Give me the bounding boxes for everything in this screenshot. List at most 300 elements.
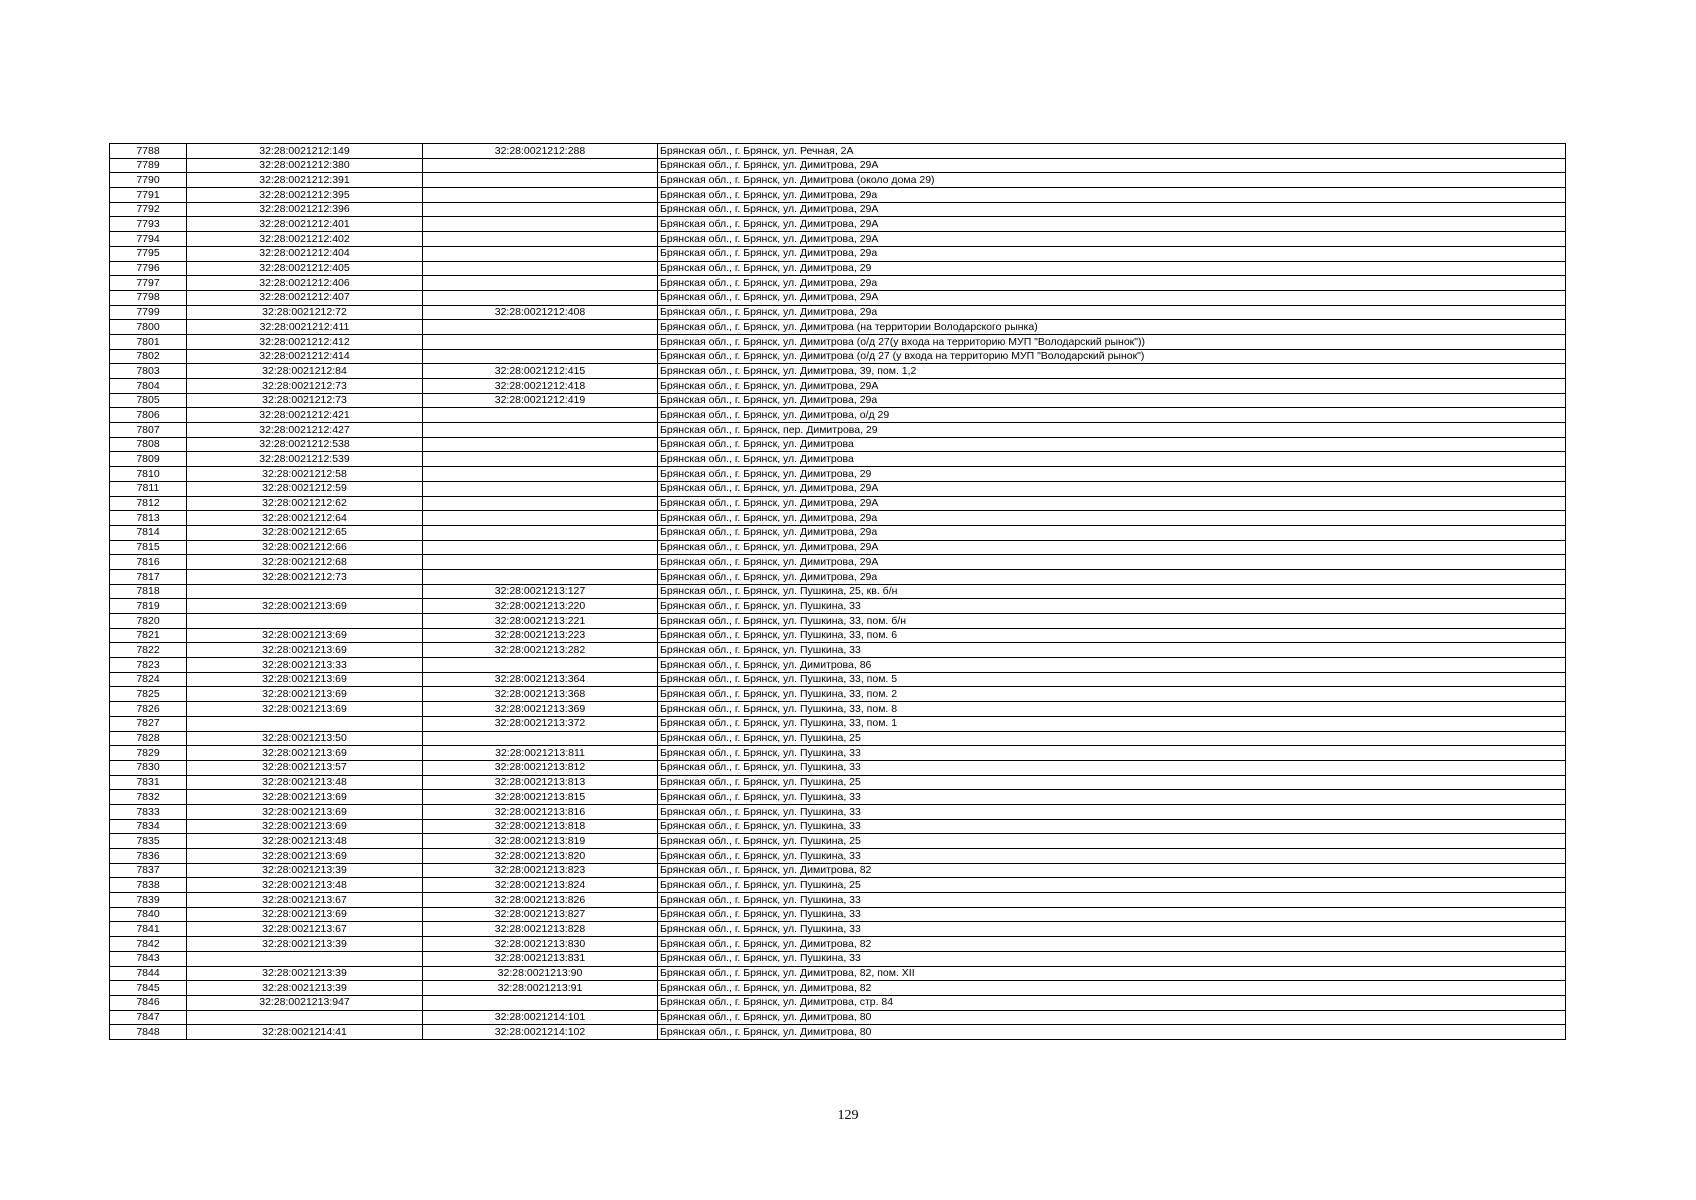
table-row [110,496,1566,511]
table-row [110,790,1566,805]
row-number-cell: 7804 [110,379,187,394]
row-number-cell: 7825 [110,687,187,702]
object-cadastral-number-cell [423,261,658,276]
table-row [110,893,1566,908]
land-cadastral-number-cell: 32:28:0021212:404 [187,246,423,261]
object-cadastral-number-cell: 32:28:0021213:282 [423,643,658,658]
table-row [110,408,1566,423]
row-number-cell: 7839 [110,893,187,908]
table-row [110,951,1566,966]
object-cadastral-number-cell [423,202,658,217]
land-cadastral-number-cell: 32:28:0021213:48 [187,834,423,849]
object-cadastral-number-cell: 32:28:0021213:221 [423,614,658,629]
table-row [110,569,1566,584]
table-row [110,834,1566,849]
address-cell: Брянская обл., г. Брянск, ул. Димитрова, 80 [658,1025,1566,1040]
address-cell: Брянская обл., г. Брянск, ул. Димитрова, 29а [658,188,1566,203]
table-row [110,276,1566,291]
table-row [110,246,1566,261]
row-number-cell: 7809 [110,452,187,467]
land-cadastral-number-cell: 32:28:0021213:69 [187,746,423,761]
land-cadastral-number-cell: 32:28:0021213:67 [187,893,423,908]
address-cell: Брянская обл., г. Брянск, ул. Димитрова, 82 [658,937,1566,952]
row-number-cell: 7834 [110,819,187,834]
table-row [110,760,1566,775]
address-cell: Брянская обл., г. Брянск, ул. Пушкина, 33 [658,907,1566,922]
table-row [110,481,1566,496]
table-row [110,907,1566,922]
object-cadastral-number-cell [423,408,658,423]
object-cadastral-number-cell: 32:28:0021213:826 [423,893,658,908]
address-cell: Брянская обл., г. Брянск, ул. Димитрова, 29А [658,158,1566,173]
object-cadastral-number-cell [423,290,658,305]
land-cadastral-number-cell: 32:28:0021212:65 [187,525,423,540]
table-row [110,305,1566,320]
address-cell: Брянская обл., г. Брянск, ул. Пушкина, 33 [658,804,1566,819]
object-cadastral-number-cell: 32:28:0021212:288 [423,144,658,159]
address-cell: Брянская обл., г. Брянск, ул. Димитрова, 29А [658,202,1566,217]
address-cell: Брянская обл., г. Брянск, ул. Димитрова, 29а [658,276,1566,291]
table-row [110,584,1566,599]
object-cadastral-number-cell: 32:28:0021212:408 [423,305,658,320]
object-cadastral-number-cell: 32:28:0021212:418 [423,379,658,394]
land-cadastral-number-cell: 32:28:0021214:41 [187,1025,423,1040]
table-row [110,966,1566,981]
address-cell: Брянская обл., г. Брянск, ул. Димитрова, 29а [658,246,1566,261]
table-row [110,364,1566,379]
row-number-cell: 7818 [110,584,187,599]
object-cadastral-number-cell: 32:28:0021213:91 [423,981,658,996]
address-cell: Брянская обл., г. Брянск, ул. Пушкина, 33 [658,746,1566,761]
land-cadastral-number-cell: 32:28:0021212:539 [187,452,423,467]
row-number-cell: 7788 [110,144,187,159]
table-row [110,863,1566,878]
table-row [110,334,1566,349]
land-cadastral-number-cell: 32:28:0021212:405 [187,261,423,276]
object-cadastral-number-cell [423,496,658,511]
row-number-cell: 7824 [110,672,187,687]
land-cadastral-number-cell: 32:28:0021213:48 [187,775,423,790]
land-cadastral-number-cell: 32:28:0021213:33 [187,658,423,673]
row-number-cell: 7815 [110,540,187,555]
table-row [110,217,1566,232]
row-number-cell: 7832 [110,790,187,805]
address-cell: Брянская обл., г. Брянск, ул. Димитрова, 29А [658,555,1566,570]
table-row [110,599,1566,614]
object-cadastral-number-cell: 32:28:0021213:813 [423,775,658,790]
object-cadastral-number-cell [423,232,658,247]
object-cadastral-number-cell [423,349,658,364]
object-cadastral-number-cell [423,437,658,452]
address-cell: Брянская обл., г. Брянск, ул. Пушкина, 33, пом. 8 [658,702,1566,717]
land-cadastral-number-cell: 32:28:0021213:50 [187,731,423,746]
table-row [110,1025,1566,1040]
land-cadastral-number-cell: 32:28:0021212:538 [187,437,423,452]
row-number-cell: 7831 [110,775,187,790]
table-row [110,452,1566,467]
table-row [110,937,1566,952]
land-cadastral-number-cell: 32:28:0021212:427 [187,423,423,438]
address-cell: Брянская обл., г. Брянск, ул. Димитрова, 39, пом. 1,2 [658,364,1566,379]
object-cadastral-number-cell [423,188,658,203]
land-cadastral-number-cell: 32:28:0021212:58 [187,467,423,482]
address-cell: Брянская обл., г. Брянск, ул. Димитрова [658,452,1566,467]
land-cadastral-number-cell: 32:28:0021213:69 [187,849,423,864]
row-number-cell: 7791 [110,188,187,203]
row-number-cell: 7797 [110,276,187,291]
object-cadastral-number-cell [423,467,658,482]
row-number-cell: 7822 [110,643,187,658]
row-number-cell: 7793 [110,217,187,232]
object-cadastral-number-cell: 32:28:0021214:101 [423,1010,658,1025]
row-number-cell: 7848 [110,1025,187,1040]
land-cadastral-number-cell: 32:28:0021212:62 [187,496,423,511]
row-number-cell: 7810 [110,467,187,482]
row-number-cell: 7803 [110,364,187,379]
object-cadastral-number-cell: 32:28:0021213:828 [423,922,658,937]
address-cell: Брянская обл., г. Брянск, ул. Пушкина, 33 [658,643,1566,658]
land-cadastral-number-cell: 32:28:0021213:57 [187,760,423,775]
row-number-cell: 7819 [110,599,187,614]
address-cell: Брянская обл., г. Брянск, ул. Димитрова, стр. 84 [658,995,1566,1010]
address-cell: Брянская обл., г. Брянск, ул. Димитрова, 29А [658,496,1566,511]
row-number-cell: 7820 [110,614,187,629]
table-row [110,819,1566,834]
row-number-cell: 7801 [110,334,187,349]
object-cadastral-number-cell: 32:28:0021213:812 [423,760,658,775]
table-row [110,173,1566,188]
table-row [110,232,1566,247]
object-cadastral-number-cell [423,452,658,467]
object-cadastral-number-cell [423,525,658,540]
land-cadastral-number-cell: 32:28:0021212:73 [187,393,423,408]
address-cell: Брянская обл., г. Брянск, ул. Пушкина, 33, пом. 1 [658,716,1566,731]
table-row [110,188,1566,203]
land-cadastral-number-cell [187,951,423,966]
land-cadastral-number-cell: 32:28:0021213:39 [187,937,423,952]
table-row [110,746,1566,761]
table-row [110,922,1566,937]
land-cadastral-number-cell: 32:28:0021212:421 [187,408,423,423]
object-cadastral-number-cell: 32:28:0021212:415 [423,364,658,379]
address-cell: Брянская обл., г. Брянск, ул. Димитрова, 29а [658,393,1566,408]
address-cell: Брянская обл., г. Брянск, ул. Димитрова (о/д 27(у входа на территорию МУП "Володарский рынок")) [658,334,1566,349]
table-row [110,702,1566,717]
table-row [110,349,1566,364]
object-cadastral-number-cell: 32:28:0021213:830 [423,937,658,952]
land-cadastral-number-cell: 32:28:0021212:412 [187,334,423,349]
object-cadastral-number-cell: 32:28:0021213:364 [423,672,658,687]
row-number-cell: 7828 [110,731,187,746]
row-number-cell: 7826 [110,702,187,717]
land-cadastral-number-cell: 32:28:0021212:401 [187,217,423,232]
address-cell: Брянская обл., г. Брянск, ул. Димитрова, 86 [658,658,1566,673]
address-cell: Брянская обл., г. Брянск, ул. Димитрова (о/д 27 (у входа на территорию МУП "Володарский рынок") [658,349,1566,364]
row-number-cell: 7792 [110,202,187,217]
table-row [110,144,1566,159]
object-cadastral-number-cell [423,423,658,438]
object-cadastral-number-cell: 32:28:0021213:369 [423,702,658,717]
object-cadastral-number-cell [423,320,658,335]
address-cell: Брянская обл., г. Брянск, ул. Пушкина, 25 [658,731,1566,746]
object-cadastral-number-cell [423,540,658,555]
land-cadastral-number-cell: 32:28:0021212:73 [187,379,423,394]
address-cell: Брянская обл., г. Брянск, ул. Пушкина, 33 [658,922,1566,937]
table-row [110,437,1566,452]
land-cadastral-number-cell: 32:28:0021212:64 [187,511,423,526]
object-cadastral-number-cell [423,334,658,349]
row-number-cell: 7814 [110,525,187,540]
address-cell: Брянская обл., г. Брянск, ул. Димитрова, 29а [658,525,1566,540]
object-cadastral-number-cell: 32:28:0021213:372 [423,716,658,731]
table-row [110,320,1566,335]
row-number-cell: 7795 [110,246,187,261]
table-row [110,643,1566,658]
land-cadastral-number-cell: 32:28:0021212:414 [187,349,423,364]
land-cadastral-number-cell [187,1010,423,1025]
row-number-cell: 7838 [110,878,187,893]
row-number-cell: 7823 [110,658,187,673]
row-number-cell: 7813 [110,511,187,526]
table-row [110,687,1566,702]
land-cadastral-number-cell: 32:28:0021212:407 [187,290,423,305]
object-cadastral-number-cell [423,173,658,188]
object-cadastral-number-cell: 32:28:0021213:90 [423,966,658,981]
page-number: 129 [837,1108,859,1123]
object-cadastral-number-cell: 32:28:0021213:127 [423,584,658,599]
address-cell: Брянская обл., г. Брянск, ул. Пушкина, 33 [658,849,1566,864]
land-cadastral-number-cell: 32:28:0021212:68 [187,555,423,570]
land-cadastral-number-cell: 32:28:0021212:406 [187,276,423,291]
land-cadastral-number-cell: 32:28:0021212:396 [187,202,423,217]
table-row [110,628,1566,643]
row-number-cell: 7816 [110,555,187,570]
address-cell: Брянская обл., г. Брянск, ул. Пушкина, 33 [658,819,1566,834]
land-cadastral-number-cell: 32:28:0021213:39 [187,966,423,981]
object-cadastral-number-cell: 32:28:0021213:815 [423,790,658,805]
row-number-cell: 7802 [110,349,187,364]
land-cadastral-number-cell: 32:28:0021213:947 [187,995,423,1010]
registry-table-body [110,144,1566,1040]
object-cadastral-number-cell: 32:28:0021214:102 [423,1025,658,1040]
table-row [110,878,1566,893]
row-number-cell: 7835 [110,834,187,849]
address-cell: Брянская обл., г. Брянск, ул. Пушкина, 33 [658,599,1566,614]
row-number-cell: 7805 [110,393,187,408]
table-row [110,511,1566,526]
row-number-cell: 7789 [110,158,187,173]
table-row [110,672,1566,687]
address-cell: Брянская обл., г. Брянск, ул. Пушкина, 33 [658,760,1566,775]
table-row [110,849,1566,864]
object-cadastral-number-cell [423,731,658,746]
row-number-cell: 7843 [110,951,187,966]
land-cadastral-number-cell: 32:28:0021213:69 [187,702,423,717]
row-number-cell: 7829 [110,746,187,761]
row-number-cell: 7796 [110,261,187,276]
row-number-cell: 7794 [110,232,187,247]
row-number-cell: 7807 [110,423,187,438]
row-number-cell: 7847 [110,1010,187,1025]
address-cell: Брянская обл., г. Брянск, ул. Пушкина, 33, пом. 6 [658,628,1566,643]
table-row [110,716,1566,731]
table-row [110,423,1566,438]
object-cadastral-number-cell: 32:28:0021213:811 [423,746,658,761]
row-number-cell: 7827 [110,716,187,731]
object-cadastral-number-cell: 32:28:0021213:223 [423,628,658,643]
table-row [110,379,1566,394]
row-number-cell: 7817 [110,569,187,584]
land-cadastral-number-cell [187,716,423,731]
land-cadastral-number-cell [187,614,423,629]
row-number-cell: 7821 [110,628,187,643]
address-cell: Брянская обл., г. Брянск, ул. Димитрова, 29А [658,232,1566,247]
table-row [110,158,1566,173]
address-cell: Брянская обл., г. Брянск, ул. Димитрова, 29А [658,217,1566,232]
table-row [110,658,1566,673]
land-cadastral-number-cell: 32:28:0021213:69 [187,643,423,658]
object-cadastral-number-cell: 32:28:0021213:816 [423,804,658,819]
address-cell: Брянская обл., г. Брянск, ул. Димитрова, 29 [658,467,1566,482]
table-row [110,555,1566,570]
object-cadastral-number-cell: 32:28:0021213:827 [423,907,658,922]
object-cadastral-number-cell: 32:28:0021213:823 [423,863,658,878]
address-cell: Брянская обл., г. Брянск, ул. Пушкина, 33, пом. б/н [658,614,1566,629]
row-number-cell: 7844 [110,966,187,981]
table-row [110,540,1566,555]
address-cell: Брянская обл., г. Брянск, ул. Димитрова, 29 [658,261,1566,276]
table-row [110,202,1566,217]
address-cell: Брянская обл., г. Брянск, ул. Димитрова, 29А [658,481,1566,496]
row-number-cell: 7846 [110,995,187,1010]
object-cadastral-number-cell [423,246,658,261]
row-number-cell: 7836 [110,849,187,864]
row-number-cell: 7808 [110,437,187,452]
address-cell: Брянская обл., г. Брянск, ул. Пушкина, 33 [658,951,1566,966]
address-cell: Брянская обл., г. Брянск, ул. Димитрова, 82, пом. XII [658,966,1566,981]
row-number-cell: 7812 [110,496,187,511]
row-number-cell: 7790 [110,173,187,188]
table-row [110,804,1566,819]
address-cell: Брянская обл., г. Брянск, ул. Димитрова, 29А [658,540,1566,555]
table-row [110,981,1566,996]
row-number-cell: 7800 [110,320,187,335]
land-cadastral-number-cell: 32:28:0021212:391 [187,173,423,188]
address-cell: Брянская обл., г. Брянск, ул. Пушкина, 25 [658,775,1566,790]
registry-table [109,143,1566,1040]
object-cadastral-number-cell: 32:28:0021213:819 [423,834,658,849]
table-row [110,995,1566,1010]
land-cadastral-number-cell: 32:28:0021213:69 [187,790,423,805]
object-cadastral-number-cell: 32:28:0021213:831 [423,951,658,966]
address-cell: Брянская обл., г. Брянск, ул. Речная, 2А [658,144,1566,159]
object-cadastral-number-cell: 32:28:0021213:820 [423,849,658,864]
table-row [110,525,1566,540]
object-cadastral-number-cell: 32:28:0021213:824 [423,878,658,893]
land-cadastral-number-cell: 32:28:0021212:402 [187,232,423,247]
address-cell: Брянская обл., г. Брянск, ул. Димитрова, о/д 29 [658,408,1566,423]
address-cell: Брянская обл., г. Брянск, ул. Пушкина, 25 [658,834,1566,849]
land-cadastral-number-cell: 32:28:0021213:69 [187,804,423,819]
object-cadastral-number-cell: 32:28:0021213:818 [423,819,658,834]
row-number-cell: 7798 [110,290,187,305]
object-cadastral-number-cell [423,658,658,673]
table-row [110,614,1566,629]
land-cadastral-number-cell: 32:28:0021212:72 [187,305,423,320]
address-cell: Брянская обл., г. Брянск, ул. Димитрова [658,437,1566,452]
table-row [110,261,1566,276]
row-number-cell: 7806 [110,408,187,423]
address-cell: Брянская обл., г. Брянск, ул. Димитрова, 29А [658,290,1566,305]
address-cell: Брянская обл., г. Брянск, ул. Димитрова, 80 [658,1010,1566,1025]
row-number-cell: 7841 [110,922,187,937]
row-number-cell: 7840 [110,907,187,922]
land-cadastral-number-cell: 32:28:0021212:395 [187,188,423,203]
object-cadastral-number-cell: 32:28:0021212:419 [423,393,658,408]
land-cadastral-number-cell: 32:28:0021212:59 [187,481,423,496]
land-cadastral-number-cell: 32:28:0021212:380 [187,158,423,173]
table-row [110,1010,1566,1025]
object-cadastral-number-cell [423,995,658,1010]
address-cell: Брянская обл., г. Брянск, ул. Димитрова (на территории Володарского рынка) [658,320,1566,335]
land-cadastral-number-cell [187,584,423,599]
table-row [110,467,1566,482]
land-cadastral-number-cell: 32:28:0021213:69 [187,907,423,922]
address-cell: Брянская обл., г. Брянск, ул. Пушкина, 25, кв. б/н [658,584,1566,599]
table-row [110,393,1566,408]
address-cell: Брянская обл., г. Брянск, ул. Пушкина, 25 [658,878,1566,893]
table-row [110,775,1566,790]
row-number-cell: 7842 [110,937,187,952]
row-number-cell: 7830 [110,760,187,775]
land-cadastral-number-cell: 32:28:0021213:69 [187,819,423,834]
row-number-cell: 7811 [110,481,187,496]
land-cadastral-number-cell: 32:28:0021212:66 [187,540,423,555]
row-number-cell: 7833 [110,804,187,819]
land-cadastral-number-cell: 32:28:0021213:39 [187,981,423,996]
address-cell: Брянская обл., г. Брянск, ул. Димитрова, 82 [658,981,1566,996]
address-cell: Брянская обл., г. Брянск, ул. Пушкина, 33 [658,790,1566,805]
object-cadastral-number-cell [423,276,658,291]
land-cadastral-number-cell: 32:28:0021213:48 [187,878,423,893]
object-cadastral-number-cell [423,569,658,584]
address-cell: Брянская обл., г. Брянск, ул. Димитрова, 29а [658,569,1566,584]
object-cadastral-number-cell: 32:28:0021213:220 [423,599,658,614]
land-cadastral-number-cell: 32:28:0021213:69 [187,628,423,643]
land-cadastral-number-cell: 32:28:0021212:411 [187,320,423,335]
object-cadastral-number-cell [423,158,658,173]
address-cell: Брянская обл., г. Брянск, ул. Димитрова (около дома 29) [658,173,1566,188]
address-cell: Брянская обл., г. Брянск, ул. Пушкина, 33, пом. 5 [658,672,1566,687]
object-cadastral-number-cell: 32:28:0021213:368 [423,687,658,702]
object-cadastral-number-cell [423,217,658,232]
land-cadastral-number-cell: 32:28:0021213:39 [187,863,423,878]
row-number-cell: 7799 [110,305,187,320]
address-cell: Брянская обл., г. Брянск, ул. Димитрова, 82 [658,863,1566,878]
table-row [110,290,1566,305]
address-cell: Брянская обл., г. Брянск, ул. Димитрова, 29а [658,511,1566,526]
address-cell: Брянская обл., г. Брянск, ул. Пушкина, 33 [658,893,1566,908]
land-cadastral-number-cell: 32:28:0021212:149 [187,144,423,159]
row-number-cell: 7845 [110,981,187,996]
address-cell: Брянская обл., г. Брянск, пер. Димитрова, 29 [658,423,1566,438]
object-cadastral-number-cell [423,511,658,526]
address-cell: Брянская обл., г. Брянск, ул. Димитрова, 29А [658,379,1566,394]
land-cadastral-number-cell: 32:28:0021212:84 [187,364,423,379]
object-cadastral-number-cell [423,555,658,570]
land-cadastral-number-cell: 32:28:0021213:69 [187,672,423,687]
address-cell: Брянская обл., г. Брянск, ул. Димитрова, 29а [658,305,1566,320]
